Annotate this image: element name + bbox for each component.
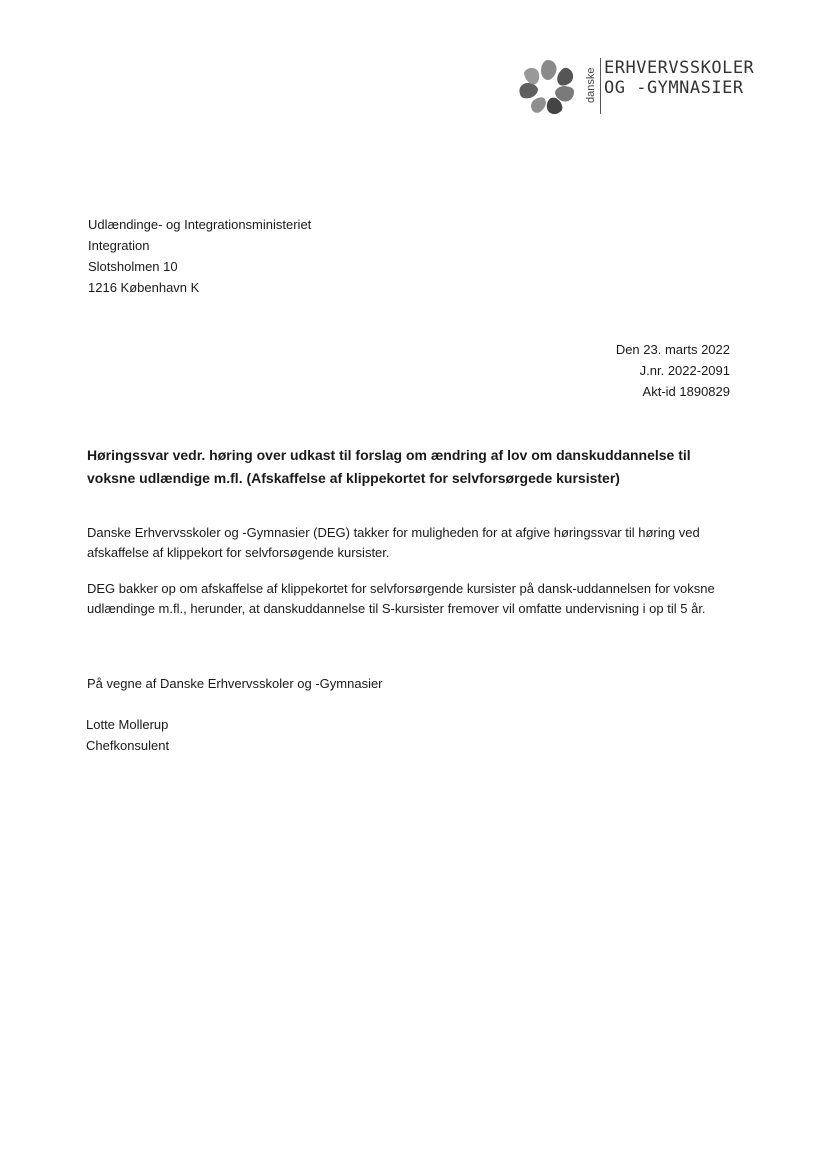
deg-logo bbox=[512, 54, 755, 120]
signature-title: Chefkonsulent bbox=[86, 738, 170, 753]
closing-line: På vegne af Danske Erhvervsskoler og -Gymnasier bbox=[87, 676, 383, 691]
letter-meta bbox=[616, 339, 730, 402]
recipient-line-3: Slotsholmen 10 bbox=[88, 259, 178, 274]
akt-id: Akt-id 1890829 bbox=[642, 384, 730, 399]
star-flower-logo-icon bbox=[512, 54, 584, 120]
letter-date: Den 23. marts 2022 bbox=[615, 342, 730, 357]
recipient-line-4: 1216 København K bbox=[88, 280, 200, 295]
logo-danske-text: danske bbox=[585, 67, 597, 103]
logo-wordmark bbox=[604, 58, 754, 98]
signature-name: Lotte Mollerup bbox=[86, 717, 169, 732]
recipient-line-1: Udlændinge- og Integrationsministeriet bbox=[88, 217, 312, 232]
body-paragraph-2: DEG bakker op om afskaffelse af klippekortet for selvforsørgende kursister på dansk-uddannelsen for voksne udlændinge m.fl., herunder, at danskuddannelse til S-kursister fremover vil omfatte undervisning i op til 5 år. bbox=[87, 581, 715, 616]
logo-line-2: OG -GYMNASIER bbox=[604, 78, 744, 98]
signature-block bbox=[86, 714, 169, 756]
recipient-line-2: Integration bbox=[88, 238, 150, 253]
letter-subject: Høringssvar vedr. høring over udkast til forslag om ændring af lov om danskuddannelse til voksne udlændige m.fl. (Afskaffelse af klippekortet for selvforsørgede kursister) bbox=[87, 447, 691, 486]
body-paragraph-1: Danske Erhvervsskoler og -Gymnasier (DEG) takker for muligheden for at afgive høringssvar til høring ved afskaffelse af klippekort for selvforsøgende kursister. bbox=[87, 525, 700, 560]
logo-divider bbox=[600, 58, 601, 114]
logo-line-1: ERHVERVSSKOLER bbox=[604, 58, 755, 78]
recipient-address bbox=[88, 214, 311, 298]
journal-number: J.nr. 2022-2091 bbox=[639, 363, 730, 378]
